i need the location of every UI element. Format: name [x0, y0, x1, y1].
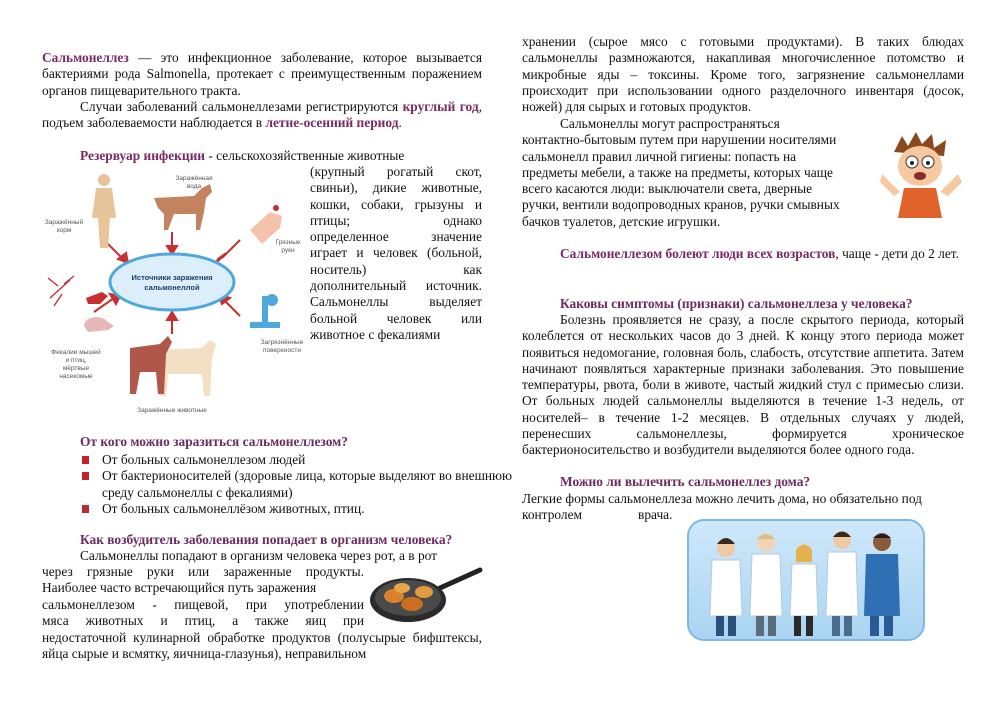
cases-text-end: . [398, 115, 402, 131]
microscope-icon [250, 294, 280, 328]
mouse-icon [84, 317, 114, 332]
contact-line: всего касаются люди: выключатели света, дверные [522, 181, 813, 197]
reservoir-line: играет и человек (больной, [310, 245, 482, 261]
how-first-line: Сальмонеллы попадают в организм человека через рот, а в рот [80, 548, 438, 563]
reservoir-line: Сальмонеллы выделяет [310, 294, 482, 310]
who-item: От больных сальмонеллезом людей [80, 452, 520, 468]
intro-text: — это инфекционное заболевание, которое вызывается бактериями рода Salmonella, протекает с преимущественным поражением органов пищеварительного тракта. [42, 50, 482, 98]
intro-term: Сальмонеллез [42, 50, 129, 65]
reservoir-line: кошки, собаки, грызуны и [310, 196, 482, 212]
reservoir-line: птицы; однако [310, 212, 482, 228]
how-rest: недостаточной кулинарной обработке продуктов (полусырые бифштексы, яйца сырые и всмятку, яичница-глазунья), неправильном [42, 630, 482, 662]
contact-line: Сальмонеллы могут распространяться [560, 116, 780, 131]
diagram-label-feces: Фекалии мышей [51, 349, 101, 356]
reservoir-line: животное с фекалиями [310, 326, 441, 342]
farm-animals-icon [130, 336, 216, 396]
cases-text-mid: , подъем заболеваемости наблюдается в [42, 99, 482, 131]
symptoms-paragraph: Болезнь проявляется не сразу, а после скрытого периода, который колеблется от нескольких часов до 3 дней. К концу этого периода может появиться недомогание, головная боль, слабость, отсутствие аппетита. Затем начинают появляться характерные признаки заболевания. Это повышение температуры, рвота, боли в животе, частый жидкий стул с примесью слизи. От больных людей сальмонеллы выделяются в течение 1-3 недель, от носителей– в течение 1-2 месяцев. В отдельных случаях у людей, перенесших сальмонеллезы, формируется хроническое бактерионосительство и возбудители выделяются более одного года. [522, 312, 964, 458]
reservoir-line: свиньи), дикие животные, [310, 180, 482, 196]
diagram-label-feces-3: мёртвые [62, 365, 90, 372]
diagram-label-hands: Грязные [275, 239, 301, 246]
mosquito-icon [48, 276, 74, 306]
diagram-label-surfaces-2: поверхности [263, 347, 301, 354]
scared-boy-image [878, 132, 964, 222]
farmer-icon [92, 174, 116, 248]
cases-text: Случаи заболеваний сальмонеллезами регистрируются [80, 99, 403, 114]
ages-text: , чаще - дети до 2 лет. [835, 246, 959, 261]
contact-line: сальмонелл правил личной гигиены: попасть на [522, 148, 797, 164]
reservoir-line: дополнительный источник. [310, 278, 482, 294]
bird-icon [86, 292, 108, 304]
reservoir-first-line [80, 148, 482, 164]
ages-first-line [560, 246, 964, 262]
contact-line: бачков туалетов, детские игрушки. [522, 213, 721, 229]
frying-pan-image [366, 566, 486, 628]
storage-paragraph: хранении (сырое мясо с готовыми продуктами). В таких блюдах сальмонеллы размножаются, накапливая многочисленное потомство и микробные яды – токсины. Кроме того, загрязнение сальмонеллами происходит при использовании одного разделочного инвентаря (досок, ножей) для сырых и готовых продуктов. [522, 34, 964, 115]
contact-line: ручки, вентили водопроводных кранов, ручки смывных [522, 197, 840, 213]
who-item: От больных сальмонеллёзом животных, птиц. [80, 501, 520, 517]
how-line: Наиболее часто встречающийся путь заражения [42, 580, 317, 596]
contact-text-block [522, 116, 862, 230]
how-line: через грязные руки или зараженные продукты. [42, 564, 364, 579]
who-list [42, 452, 520, 517]
cases-paragraph [42, 99, 482, 132]
how-title: Как возбудитель заболевания попадает в организм человека? [80, 532, 453, 547]
reservoir-label: Резервуар инфекции [80, 148, 206, 163]
home-line-1: Легкие формы сальмонеллеза можно лечить дома, но обязательно под [522, 491, 922, 506]
how-line: мяса животных и птиц, а также яиц при [42, 612, 364, 628]
ages-highlight: Сальмонеллезом болеют люди всех возрастов [560, 246, 836, 261]
how-line: сальмонеллезом - пищевой, при употреблении [42, 596, 364, 612]
cases-highlight-season: летне-осенний период [265, 115, 399, 131]
diagram-center-label-2: сальмонеллой [144, 283, 200, 292]
diagram-label-surfaces: Загрязнённые [260, 339, 304, 346]
reservoir-line: (крупный рогатый скот, [310, 164, 482, 179]
home-title: Можно ли вылечить сальмонеллез дома? [560, 474, 811, 489]
reservoir-line: больной человек или [310, 310, 482, 326]
diagram-center [110, 254, 234, 310]
reservoir-text: - сельскохозяйственные животные [205, 148, 405, 163]
diagram-label-feces-2: и птиц, [65, 357, 87, 364]
diagram-label-feces-4: насекомые [59, 373, 93, 380]
horse-icon [154, 184, 212, 230]
contact-line: контактно-бытовым путем при нарушении носителями [522, 132, 837, 148]
contact-line: предметы мебели, а также на предметы, которых чаще [522, 164, 833, 180]
diagram-label-animals: Заражённые животные [137, 407, 207, 414]
how-text-block [42, 564, 364, 629]
who-item: От бактерионосителей (здоровые лица, которые выделяют во внешнюю среду сальмонеллы с фекалиями) [80, 468, 520, 501]
cases-highlight-year: круглый год [402, 99, 479, 114]
diagram-label-water: Заражённая [175, 175, 213, 182]
infection-sources-diagram [44, 168, 306, 420]
diagram-label-feed: Заражённый [44, 219, 84, 226]
diagram-center-label-1: Источники заражения [131, 273, 213, 282]
diagram-label-feed-2: корм [56, 227, 72, 234]
symptoms-title: Каковы симптомы (признаки) сальмонеллеза у человека? [560, 296, 913, 311]
diagram-label-water-2: вода [186, 183, 202, 190]
home-text-b: врача. [638, 507, 673, 522]
diagram-label-hands-2: руки [281, 247, 295, 254]
reservoir-line: определенное значение [310, 229, 482, 245]
doctors-image [686, 518, 926, 642]
who-title: От кого можно заразиться сальмонеллезом? [80, 434, 348, 449]
reservoir-line: носитель) как [310, 261, 482, 277]
intro-paragraph [42, 50, 482, 99]
reservoir-text-block [310, 164, 482, 343]
home-text-a: контролем [522, 507, 583, 522]
